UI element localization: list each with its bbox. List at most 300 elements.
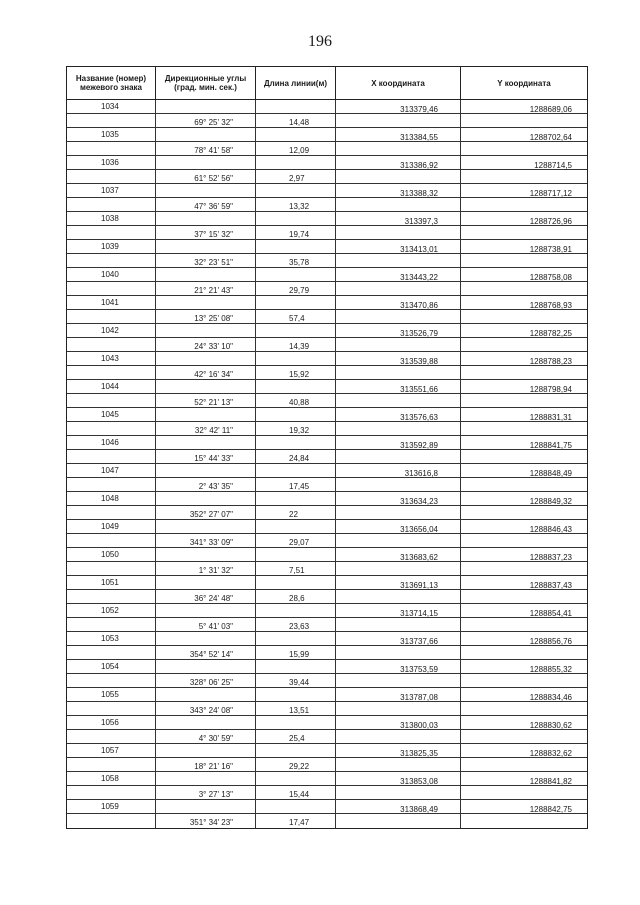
table-row	[67, 212, 587, 226]
table-row	[67, 618, 587, 632]
empty-cell	[461, 310, 587, 323]
empty-cell	[67, 506, 156, 519]
empty-cell	[336, 590, 461, 603]
empty-cell	[256, 492, 336, 505]
empty-cell	[336, 114, 461, 127]
header-angles: Дирекционные углы (град. мин. сек.)	[156, 67, 256, 99]
length-cell: 29,79	[256, 282, 336, 295]
empty-cell	[156, 604, 256, 617]
table-row	[67, 464, 587, 478]
table-row	[67, 702, 587, 716]
empty-cell	[461, 646, 587, 659]
y-coordinate-cell: 1288842,75	[529, 805, 572, 813]
table-row	[67, 492, 587, 506]
angle-cell: 3° 27' 13"	[156, 786, 256, 799]
length-cell: 23,63	[256, 618, 336, 631]
x-coordinate-cell: 313384,55	[336, 128, 461, 141]
x-coordinate-cell: 313470,86	[336, 296, 461, 309]
point-name-cell: 1053	[67, 632, 156, 645]
table-row	[67, 562, 587, 576]
x-coordinate-cell: 313551,66	[336, 380, 461, 393]
table-body	[67, 100, 587, 828]
x-coordinate-cell: 313634,23	[336, 492, 461, 505]
length-cell: 13,51	[256, 702, 336, 715]
table-row	[67, 772, 587, 786]
empty-cell	[67, 534, 156, 547]
length-cell: 15,99	[256, 646, 336, 659]
empty-cell	[336, 618, 461, 631]
angle-cell: 42° 16' 34"	[156, 366, 256, 379]
length-cell: 2,97	[256, 170, 336, 183]
empty-cell	[67, 114, 156, 127]
point-name-cell: 1048	[67, 492, 156, 505]
y-coordinate-cell: 1288782,25	[529, 329, 572, 337]
length-cell: 13,32	[256, 198, 336, 211]
empty-cell	[156, 464, 256, 477]
empty-cell	[67, 254, 156, 267]
point-name-cell: 1059	[67, 800, 156, 813]
empty-cell	[67, 646, 156, 659]
point-name-cell: 1057	[67, 744, 156, 757]
boundary-coordinates-table	[66, 66, 588, 829]
angle-cell: 32° 23' 51"	[156, 254, 256, 267]
angle-cell: 52° 21' 13"	[156, 394, 256, 407]
angle-cell: 69° 25' 32"	[156, 114, 256, 127]
empty-cell	[67, 310, 156, 323]
length-cell: 17,47	[256, 814, 336, 828]
empty-cell	[336, 534, 461, 547]
empty-cell	[256, 408, 336, 421]
table-row	[67, 296, 587, 310]
empty-cell	[461, 422, 587, 435]
x-coordinate-cell: 313397,3	[336, 212, 461, 225]
empty-cell	[256, 128, 336, 141]
empty-cell	[336, 562, 461, 575]
y-coordinate-cell: 1288738,91	[529, 245, 572, 253]
empty-cell	[67, 814, 156, 828]
point-name-cell: 1051	[67, 576, 156, 589]
x-coordinate-cell: 313526,79	[336, 324, 461, 337]
length-cell: 15,92	[256, 366, 336, 379]
point-name-cell: 1036	[67, 156, 156, 169]
point-name-cell: 1054	[67, 660, 156, 673]
y-coordinate-cell: 1288854,41	[529, 609, 572, 617]
angle-cell: 61° 52' 56"	[156, 170, 256, 183]
point-name-cell: 1047	[67, 464, 156, 477]
y-coordinate-cell: 1288849,32	[529, 497, 572, 505]
empty-cell	[156, 212, 256, 225]
header-x: X координата	[336, 67, 461, 99]
angle-cell: 47° 36' 59"	[156, 198, 256, 211]
empty-cell	[336, 702, 461, 715]
x-coordinate-cell: 313691,13	[336, 576, 461, 589]
table-row	[67, 590, 587, 604]
empty-cell	[336, 814, 461, 828]
empty-cell	[336, 758, 461, 771]
empty-cell	[336, 338, 461, 351]
table-row	[67, 408, 587, 422]
table-row	[67, 394, 587, 408]
length-cell: 29,22	[256, 758, 336, 771]
point-name-cell: 1045	[67, 408, 156, 421]
y-coordinate-cell: 1288768,93	[529, 301, 572, 309]
empty-cell	[461, 338, 587, 351]
point-name-cell: 1052	[67, 604, 156, 617]
x-coordinate-cell: 313576,63	[336, 408, 461, 421]
y-coordinate-cell: 1288837,23	[529, 553, 572, 561]
empty-cell	[256, 800, 336, 813]
header-length: Длина линии(м)	[256, 67, 336, 99]
empty-cell	[156, 380, 256, 393]
point-name-cell: 1041	[67, 296, 156, 309]
table-row	[67, 114, 587, 128]
empty-cell	[256, 604, 336, 617]
point-name-cell: 1037	[67, 184, 156, 197]
empty-cell	[461, 814, 587, 828]
empty-cell	[336, 310, 461, 323]
empty-cell	[67, 282, 156, 295]
empty-cell	[461, 786, 587, 799]
empty-cell	[156, 296, 256, 309]
empty-cell	[256, 296, 336, 309]
empty-cell	[336, 646, 461, 659]
table-row	[67, 744, 587, 758]
x-coordinate-cell: 313753,59	[336, 660, 461, 673]
table-row	[67, 716, 587, 730]
table-row	[67, 730, 587, 744]
empty-cell	[461, 170, 587, 183]
length-cell: 25,4	[256, 730, 336, 743]
y-coordinate-cell: 1288832,62	[529, 749, 572, 757]
empty-cell	[461, 254, 587, 267]
empty-cell	[336, 422, 461, 435]
empty-cell	[336, 674, 461, 687]
table-row	[67, 170, 587, 184]
empty-cell	[256, 688, 336, 701]
empty-cell	[461, 506, 587, 519]
empty-cell	[67, 338, 156, 351]
angle-cell: 36° 24' 48"	[156, 590, 256, 603]
angle-cell: 341° 33' 09"	[156, 534, 256, 547]
empty-cell	[67, 226, 156, 239]
y-coordinate-cell: 1288758,08	[529, 273, 572, 281]
length-cell: 15,44	[256, 786, 336, 799]
y-coordinate-cell: 1288841,82	[529, 777, 572, 785]
empty-cell	[336, 282, 461, 295]
angle-cell: 1° 31' 32"	[156, 562, 256, 575]
table-row	[67, 674, 587, 688]
empty-cell	[256, 268, 336, 281]
empty-cell	[336, 450, 461, 463]
x-coordinate-cell: 313800,03	[336, 716, 461, 729]
empty-cell	[461, 618, 587, 631]
empty-cell	[336, 366, 461, 379]
x-coordinate-cell: 313386,92	[336, 156, 461, 169]
empty-cell	[156, 324, 256, 337]
empty-cell	[336, 142, 461, 155]
empty-cell	[256, 100, 336, 113]
table-row	[67, 422, 587, 436]
x-coordinate-cell: 313443,22	[336, 268, 461, 281]
table-row	[67, 310, 587, 324]
empty-cell	[461, 226, 587, 239]
table-row	[67, 758, 587, 772]
length-cell: 14,39	[256, 338, 336, 351]
empty-cell	[256, 660, 336, 673]
table-row	[67, 800, 587, 814]
length-cell: 35,78	[256, 254, 336, 267]
empty-cell	[256, 772, 336, 785]
table-row	[67, 688, 587, 702]
table-row	[67, 450, 587, 464]
empty-cell	[461, 562, 587, 575]
empty-cell	[336, 506, 461, 519]
point-name-cell: 1038	[67, 212, 156, 225]
x-coordinate-cell: 313683,62	[336, 548, 461, 561]
empty-cell	[461, 114, 587, 127]
angle-cell: 354° 52' 14"	[156, 646, 256, 659]
empty-cell	[256, 212, 336, 225]
table-row	[67, 520, 587, 534]
length-cell: 22	[256, 506, 336, 519]
empty-cell	[461, 450, 587, 463]
y-coordinate-cell: 1288798,94	[529, 385, 572, 393]
x-coordinate-cell: 313853,08	[336, 772, 461, 785]
empty-cell	[156, 100, 256, 113]
y-coordinate-cell: 1288846,43	[529, 525, 572, 533]
x-coordinate-cell: 313868,49	[336, 800, 461, 813]
table-row	[67, 324, 587, 338]
empty-cell	[461, 198, 587, 211]
empty-cell	[156, 576, 256, 589]
table-row	[67, 184, 587, 198]
header-y: Y координата	[497, 78, 551, 88]
empty-cell	[256, 520, 336, 533]
empty-cell	[461, 590, 587, 603]
empty-cell	[256, 352, 336, 365]
table-row	[67, 128, 587, 142]
empty-cell	[67, 394, 156, 407]
y-coordinate-cell: 1288855,32	[529, 665, 572, 673]
point-name-cell: 1034	[67, 100, 156, 113]
point-name-cell: 1049	[67, 520, 156, 533]
length-cell: 57,4	[256, 310, 336, 323]
empty-cell	[336, 730, 461, 743]
x-coordinate-cell: 313592,89	[336, 436, 461, 449]
point-name-cell: 1050	[67, 548, 156, 561]
empty-cell	[67, 478, 156, 491]
empty-cell	[156, 492, 256, 505]
empty-cell	[156, 772, 256, 785]
empty-cell	[461, 702, 587, 715]
table-row	[67, 506, 587, 520]
point-name-cell: 1042	[67, 324, 156, 337]
angle-cell: 2° 43' 35"	[156, 478, 256, 491]
empty-cell	[67, 366, 156, 379]
angle-cell: 15° 44' 33"	[156, 450, 256, 463]
header-name: Название (номер) межевого знака	[67, 67, 156, 99]
empty-cell	[156, 800, 256, 813]
x-coordinate-cell: 313388,32	[336, 184, 461, 197]
empty-cell	[256, 632, 336, 645]
empty-cell	[461, 478, 587, 491]
y-coordinate-cell: 1288717,12	[529, 189, 572, 197]
y-coordinate-cell: 1288788,23	[529, 357, 572, 365]
length-cell: 40,88	[256, 394, 336, 407]
empty-cell	[336, 394, 461, 407]
empty-cell	[156, 184, 256, 197]
empty-cell	[67, 786, 156, 799]
table-row	[67, 198, 587, 212]
empty-cell	[156, 156, 256, 169]
empty-cell	[156, 548, 256, 561]
x-coordinate-cell: 313539,88	[336, 352, 461, 365]
table-row	[67, 366, 587, 380]
empty-cell	[156, 240, 256, 253]
table-row	[67, 786, 587, 800]
table-row	[67, 436, 587, 450]
empty-cell	[461, 142, 587, 155]
empty-cell	[256, 464, 336, 477]
y-coordinate-cell: 1288848,49	[529, 469, 572, 477]
empty-cell	[67, 562, 156, 575]
empty-cell	[336, 170, 461, 183]
angle-cell: 328° 06' 25"	[156, 674, 256, 687]
y-coordinate-cell: 1288689,06	[529, 105, 572, 113]
table-row	[67, 254, 587, 268]
empty-cell	[67, 702, 156, 715]
point-name-cell: 1044	[67, 380, 156, 393]
angle-cell: 37° 15' 32"	[156, 226, 256, 239]
table-row	[67, 240, 587, 254]
empty-cell	[67, 590, 156, 603]
point-name-cell: 1055	[67, 688, 156, 701]
x-coordinate-cell: 313379,46	[336, 100, 461, 113]
angle-cell: 18° 21' 16"	[156, 758, 256, 771]
table-row	[67, 646, 587, 660]
empty-cell	[461, 366, 587, 379]
point-name-cell: 1043	[67, 352, 156, 365]
empty-cell	[256, 380, 336, 393]
point-name-cell: 1058	[67, 772, 156, 785]
table-row	[67, 660, 587, 674]
length-cell: 17,45	[256, 478, 336, 491]
length-cell: 7,51	[256, 562, 336, 575]
angle-cell: 352° 27' 07"	[156, 506, 256, 519]
angle-cell: 351° 34' 23"	[156, 814, 256, 828]
empty-cell	[67, 142, 156, 155]
y-coordinate-cell: 1288726,96	[529, 217, 572, 225]
angle-cell: 5° 41' 03"	[156, 618, 256, 631]
point-name-cell: 1040	[67, 268, 156, 281]
table-header	[67, 67, 587, 100]
angle-cell: 13° 25' 08"	[156, 310, 256, 323]
angle-cell: 24° 33' 10"	[156, 338, 256, 351]
table-row	[67, 632, 587, 646]
table-row	[67, 226, 587, 240]
table-row	[67, 604, 587, 618]
empty-cell	[156, 660, 256, 673]
length-cell: 39,44	[256, 674, 336, 687]
table-row	[67, 268, 587, 282]
empty-cell	[67, 758, 156, 771]
table-row	[67, 478, 587, 492]
empty-cell	[156, 744, 256, 757]
length-cell: 14,48	[256, 114, 336, 127]
x-coordinate-cell: 313616,8	[336, 464, 461, 477]
length-cell: 24,84	[256, 450, 336, 463]
empty-cell	[67, 674, 156, 687]
y-coordinate-cell: 1288834,46	[529, 693, 572, 701]
y-coordinate-cell: 1288702,64	[529, 133, 572, 141]
angle-cell: 32° 42' 11"	[156, 422, 256, 435]
empty-cell	[156, 688, 256, 701]
empty-cell	[67, 730, 156, 743]
angle-cell: 4° 30' 59"	[156, 730, 256, 743]
table-row	[67, 282, 587, 296]
empty-cell	[256, 576, 336, 589]
empty-cell	[256, 324, 336, 337]
y-coordinate-cell: 1288831,31	[529, 413, 572, 421]
empty-cell	[256, 240, 336, 253]
empty-cell	[461, 394, 587, 407]
empty-cell	[461, 758, 587, 771]
y-coordinate-cell: 1288714,5	[534, 161, 572, 169]
length-cell: 19,74	[256, 226, 336, 239]
x-coordinate-cell: 313737,66	[336, 632, 461, 645]
length-cell: 28,6	[256, 590, 336, 603]
table-row	[67, 338, 587, 352]
empty-cell	[336, 198, 461, 211]
table-row	[67, 548, 587, 562]
x-coordinate-cell: 313413,01	[336, 240, 461, 253]
x-coordinate-cell: 313825,35	[336, 744, 461, 757]
page-number: 196	[308, 33, 332, 50]
y-coordinate-cell: 1288841,75	[529, 441, 572, 449]
empty-cell	[256, 184, 336, 197]
table-row	[67, 576, 587, 590]
table-row	[67, 534, 587, 548]
point-name-cell: 1056	[67, 716, 156, 729]
empty-cell	[256, 716, 336, 729]
y-coordinate-cell: 1288837,43	[529, 581, 572, 589]
table-row	[67, 100, 587, 114]
x-coordinate-cell: 313787,08	[336, 688, 461, 701]
empty-cell	[67, 170, 156, 183]
y-coordinate-cell: 1288830,62	[529, 721, 572, 729]
table-row	[67, 156, 587, 170]
empty-cell	[156, 408, 256, 421]
empty-cell	[256, 548, 336, 561]
empty-cell	[67, 198, 156, 211]
table-row	[67, 380, 587, 394]
angle-cell: 78° 41' 58"	[156, 142, 256, 155]
x-coordinate-cell: 313656,04	[336, 520, 461, 533]
empty-cell	[156, 128, 256, 141]
length-cell: 29,07	[256, 534, 336, 547]
empty-cell	[256, 744, 336, 757]
empty-cell	[156, 632, 256, 645]
empty-cell	[156, 716, 256, 729]
empty-cell	[336, 226, 461, 239]
empty-cell	[336, 254, 461, 267]
empty-cell	[461, 534, 587, 547]
empty-cell	[156, 268, 256, 281]
angle-cell: 343° 24' 08"	[156, 702, 256, 715]
empty-cell	[256, 156, 336, 169]
point-name-cell: 1046	[67, 436, 156, 449]
length-cell: 12,09	[256, 142, 336, 155]
